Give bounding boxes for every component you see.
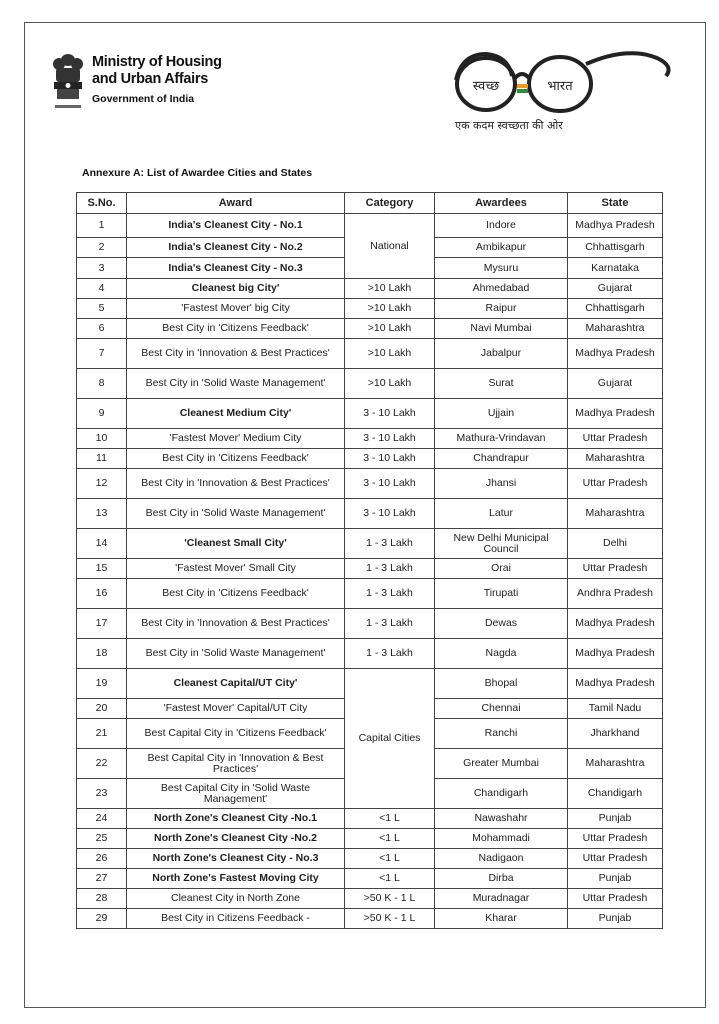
table-row (77, 319, 663, 339)
cell-state: Maharashtra (568, 449, 663, 469)
header-sno: S.No. (77, 193, 127, 214)
table-row (77, 369, 663, 399)
cell-sno: 28 (77, 889, 127, 909)
cell-sno: 3 (77, 258, 127, 279)
cell-state: Uttar Pradesh (568, 829, 663, 849)
annexure-title: Annexure A: List of Awardee Cities and States (82, 167, 313, 179)
cell-category: >10 Lakh (345, 299, 435, 319)
cell-state: Uttar Pradesh (568, 429, 663, 449)
table-row (77, 214, 663, 238)
cell-award: India's Cleanest City - No.2 (127, 238, 345, 258)
cell-award: Best City in 'Innovation & Best Practices' (127, 339, 345, 369)
cell-awardee: Ahmedabad (435, 279, 568, 299)
bharat-word: भारत (547, 79, 573, 94)
table-row (77, 469, 663, 499)
cell-state: Punjab (568, 909, 663, 929)
table-row (77, 639, 663, 669)
cell-state: Uttar Pradesh (568, 889, 663, 909)
cell-awardee: Nadigaon (435, 849, 568, 869)
cell-sno: 26 (77, 849, 127, 869)
cell-award: Best City in 'Innovation & Best Practices' (127, 609, 345, 639)
cell-category: 1 - 3 Lakh (345, 609, 435, 639)
cell-state: Gujarat (568, 279, 663, 299)
cell-awardee: Orai (435, 559, 568, 579)
table-row (77, 339, 663, 369)
cell-category: 3 - 10 Lakh (345, 429, 435, 449)
cell-category: 1 - 3 Lakh (345, 559, 435, 579)
cell-sno: 13 (77, 499, 127, 529)
cell-award: India's Cleanest City - No.1 (127, 214, 345, 238)
cell-awardee: Ujjain (435, 399, 568, 429)
cell-awardee: Latur (435, 499, 568, 529)
cell-state: Maharashtra (568, 499, 663, 529)
cell-category: <1 L (345, 849, 435, 869)
cell-award: Cleanest City in North Zone (127, 889, 345, 909)
cell-state: Jharkhand (568, 719, 663, 749)
cell-state: Madhya Pradesh (568, 339, 663, 369)
cell-sno: 2 (77, 238, 127, 258)
cell-sno: 22 (77, 749, 127, 779)
cell-category: 3 - 10 Lakh (345, 469, 435, 499)
cell-award: Best City in Citizens Feedback - (127, 909, 345, 929)
cell-category: National (345, 214, 435, 279)
table-row (77, 849, 663, 869)
table-row (77, 609, 663, 639)
cell-state: Uttar Pradesh (568, 469, 663, 499)
cell-category: >50 K - 1 L (345, 889, 435, 909)
cell-sno: 29 (77, 909, 127, 929)
cell-award: North Zone's Cleanest City -No.2 (127, 829, 345, 849)
cell-sno: 11 (77, 449, 127, 469)
cell-sno: 25 (77, 829, 127, 849)
cell-state: Punjab (568, 809, 663, 829)
cell-state: Madhya Pradesh (568, 399, 663, 429)
cell-category: >10 Lakh (345, 319, 435, 339)
cell-category: >50 K - 1 L (345, 909, 435, 929)
cell-award: India's Cleanest City - No.3 (127, 258, 345, 279)
cell-sno: 16 (77, 579, 127, 609)
cell-award: Best Capital City in 'Solid Waste Management' (127, 779, 345, 809)
cell-sno: 17 (77, 609, 127, 639)
table-header-row (77, 193, 663, 214)
cell-award: Best City in 'Innovation & Best Practices' (127, 469, 345, 499)
cell-award: 'Cleanest Small City' (127, 529, 345, 559)
table-row (77, 869, 663, 889)
cell-category: 1 - 3 Lakh (345, 639, 435, 669)
cell-award: Cleanest big City' (127, 279, 345, 299)
cell-award: 'Fastest Mover' Small City (127, 559, 345, 579)
cell-state: Tamil Nadu (568, 699, 663, 719)
cell-sno: 5 (77, 299, 127, 319)
cell-award: Best City in 'Citizens Feedback' (127, 319, 345, 339)
cell-sno: 21 (77, 719, 127, 749)
cell-sno: 8 (77, 369, 127, 399)
cell-state: Andhra Pradesh (568, 579, 663, 609)
cell-state: Uttar Pradesh (568, 559, 663, 579)
cell-category: 3 - 10 Lakh (345, 499, 435, 529)
cell-state: Madhya Pradesh (568, 214, 663, 238)
table-row (77, 829, 663, 849)
cell-state: Chhattisgarh (568, 299, 663, 319)
cell-category: 1 - 3 Lakh (345, 579, 435, 609)
cell-award: Best City in 'Solid Waste Management' (127, 369, 345, 399)
cell-awardee: Mohammadi (435, 829, 568, 849)
header-awardees: Awardees (435, 193, 568, 214)
cell-category: >10 Lakh (345, 369, 435, 399)
cell-award: North Zone's Fastest Moving City (127, 869, 345, 889)
cell-sno: 24 (77, 809, 127, 829)
swachh-word: स्वच्छ (472, 79, 500, 94)
cell-state: Madhya Pradesh (568, 639, 663, 669)
cell-category: 1 - 3 Lakh (345, 529, 435, 559)
cell-category: Capital Cities (345, 669, 435, 809)
cell-state: Madhya Pradesh (568, 669, 663, 699)
header-state: State (568, 193, 663, 214)
cell-award: Best City in 'Solid Waste Management' (127, 639, 345, 669)
cell-award: Best City in 'Solid Waste Management' (127, 499, 345, 529)
cell-awardee: Chandrapur (435, 449, 568, 469)
cell-awardee: Muradnagar (435, 889, 568, 909)
header-award: Award (127, 193, 345, 214)
cell-awardee: Dewas (435, 609, 568, 639)
cell-award: Best City in 'Citizens Feedback' (127, 579, 345, 609)
cell-state: Maharashtra (568, 749, 663, 779)
cell-category: <1 L (345, 809, 435, 829)
cell-award: 'Fastest Mover' Capital/UT City (127, 699, 345, 719)
cell-category: >10 Lakh (345, 339, 435, 369)
cell-awardee: Indore (435, 214, 568, 238)
cell-category: 3 - 10 Lakh (345, 399, 435, 429)
cell-awardee: Jhansi (435, 469, 568, 499)
ministry-header (92, 54, 222, 105)
cell-award: Cleanest Capital/UT City' (127, 669, 345, 699)
cell-awardee: Surat (435, 369, 568, 399)
ministry-name-line1: Ministry of Housing (92, 54, 222, 70)
cell-sno: 10 (77, 429, 127, 449)
cell-category: <1 L (345, 829, 435, 849)
cell-award: North Zone's Cleanest City -No.1 (127, 809, 345, 829)
table-row (77, 669, 663, 699)
table-row (77, 429, 663, 449)
cell-awardee: Raipur (435, 299, 568, 319)
cell-category: <1 L (345, 869, 435, 889)
cell-sno: 23 (77, 779, 127, 809)
table-row (77, 559, 663, 579)
cell-award: Cleanest Medium City' (127, 399, 345, 429)
cell-state: Maharashtra (568, 319, 663, 339)
cell-sno: 6 (77, 319, 127, 339)
table-row (77, 449, 663, 469)
cell-awardee: Nagda (435, 639, 568, 669)
cell-state: Madhya Pradesh (568, 609, 663, 639)
cell-awardee: Chandigarh (435, 779, 568, 809)
cell-awardee: Dirba (435, 869, 568, 889)
cell-category: 3 - 10 Lakh (345, 449, 435, 469)
cell-awardee: Navi Mumbai (435, 319, 568, 339)
cell-awardee: Mysuru (435, 258, 568, 279)
cell-awardee: New Delhi Municipal Council (435, 529, 568, 559)
cell-sno: 9 (77, 399, 127, 429)
header-category: Category (345, 193, 435, 214)
cell-awardee: Bhopal (435, 669, 568, 699)
table-row (77, 809, 663, 829)
cell-awardee: Tirupati (435, 579, 568, 609)
cell-state: Uttar Pradesh (568, 849, 663, 869)
cell-award: Best Capital City in 'Innovation & Best Practices' (127, 749, 345, 779)
cell-award: Best Capital City in 'Citizens Feedback' (127, 719, 345, 749)
table-row (77, 299, 663, 319)
cell-sno: 18 (77, 639, 127, 669)
cell-awardee: Ranchi (435, 719, 568, 749)
cell-sno: 14 (77, 529, 127, 559)
table-row (77, 279, 663, 299)
table-row (77, 499, 663, 529)
swachh-tagline: एक कदम स्वच्छता की ओर (455, 119, 563, 132)
awardees-table (76, 192, 663, 929)
cell-state: Chhattisgarh (568, 238, 663, 258)
table-row (77, 909, 663, 929)
cell-awardee: Nawashahr (435, 809, 568, 829)
ashoka-emblem-icon (48, 50, 88, 114)
cell-awardee: Jabalpur (435, 339, 568, 369)
cell-awardee: Ambikapur (435, 238, 568, 258)
cell-sno: 19 (77, 669, 127, 699)
cell-award: Best City in 'Citizens Feedback' (127, 449, 345, 469)
table-row (77, 529, 663, 559)
ministry-name-line2: and Urban Affairs (92, 71, 209, 87)
cell-awardee: Greater Mumbai (435, 749, 568, 779)
table-row (77, 579, 663, 609)
cell-state: Punjab (568, 869, 663, 889)
cell-sno: 4 (77, 279, 127, 299)
cell-sno: 20 (77, 699, 127, 719)
government-of-india-label: Government of India (92, 93, 195, 105)
cell-award: North Zone's Cleanest City - No.3 (127, 849, 345, 869)
cell-awardee: Kharar (435, 909, 568, 929)
cell-awardee: Mathura-Vrindavan (435, 429, 568, 449)
cell-sno: 1 (77, 214, 127, 238)
cell-state: Karnataka (568, 258, 663, 279)
table-row (77, 399, 663, 429)
table-body (77, 214, 663, 929)
cell-state: Gujarat (568, 369, 663, 399)
cell-state: Chandigarh (568, 779, 663, 809)
cell-sno: 7 (77, 339, 127, 369)
swachh-bharat-logo (452, 46, 678, 116)
cell-sno: 27 (77, 869, 127, 889)
cell-sno: 12 (77, 469, 127, 499)
cell-award: 'Fastest Mover' big City (127, 299, 345, 319)
cell-award: 'Fastest Mover' Medium City (127, 429, 345, 449)
cell-awardee: Chennai (435, 699, 568, 719)
cell-category: >10 Lakh (345, 279, 435, 299)
cell-state: Delhi (568, 529, 663, 559)
cell-sno: 15 (77, 559, 127, 579)
table-row (77, 889, 663, 909)
